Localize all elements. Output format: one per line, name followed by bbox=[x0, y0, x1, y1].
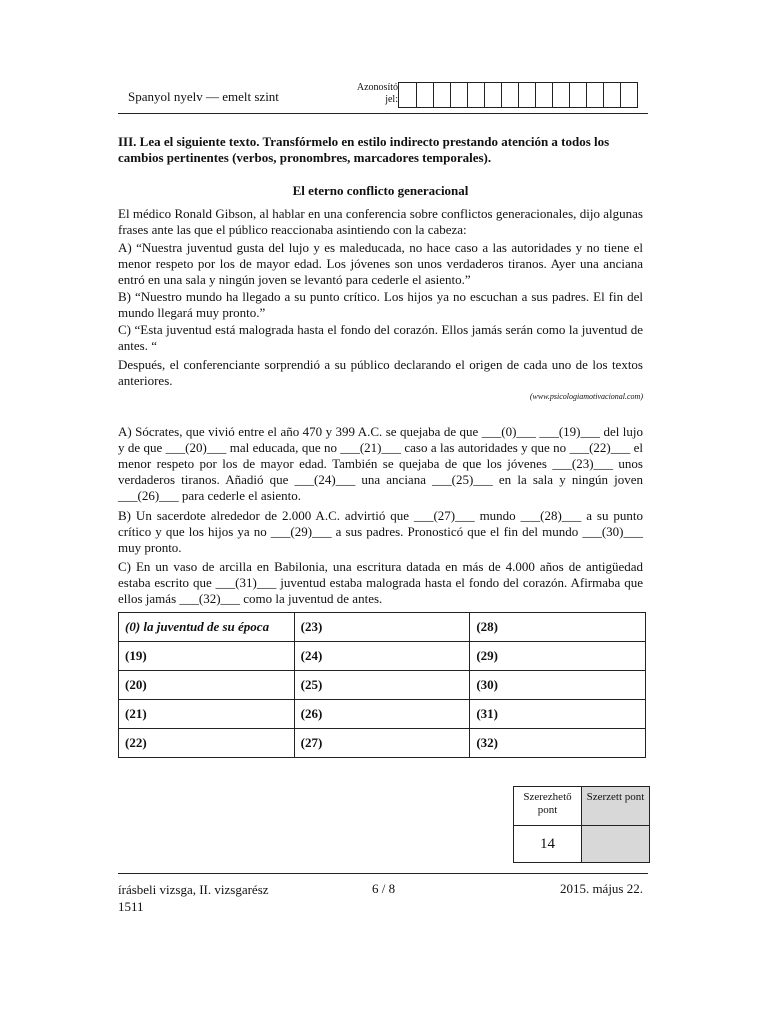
answer-table bbox=[118, 612, 646, 758]
id-box bbox=[416, 83, 433, 107]
subject-title: Spanyol nyelv — emelt szint bbox=[128, 89, 279, 104]
text-intro: El médico Ronald Gibson, al hablar en una conferencia sobre conflictos generacionales, dijo algunas frases ante las que el público reaccionaba asintiendo con la cabeza: bbox=[118, 206, 643, 237]
max-points-value: 14 bbox=[514, 826, 582, 863]
answer-cell[interactable]: (22) bbox=[119, 729, 295, 758]
id-box bbox=[535, 83, 552, 107]
id-box bbox=[518, 83, 535, 107]
earned-points-field[interactable] bbox=[582, 826, 650, 863]
answer-cell[interactable]: (29) bbox=[470, 642, 646, 671]
table-row bbox=[119, 729, 646, 758]
answer-cell[interactable]: (27) bbox=[294, 729, 470, 758]
id-label bbox=[340, 82, 398, 106]
id-box bbox=[620, 83, 637, 107]
text-title: El eterno conflicto generacional bbox=[292, 183, 469, 198]
id-box bbox=[433, 83, 450, 107]
table-row bbox=[119, 613, 646, 642]
footer-exam-info bbox=[118, 881, 269, 915]
quote-b: B) “Nuestro mundo ha llegado a su punto crítico. Los hijos ya no escuchan a sus padres. El fin del mundo llegará muy pronto.” bbox=[118, 289, 643, 320]
id-box bbox=[552, 83, 569, 107]
answer-cell[interactable]: (19) bbox=[119, 642, 295, 671]
max-points-label: Szerezhető pont bbox=[514, 787, 582, 826]
id-label-line1: Azonosító bbox=[356, 82, 398, 93]
footer-exam-part: írásbeli vizsga, II. vizsgarész bbox=[118, 882, 269, 897]
table-row bbox=[119, 700, 646, 729]
exercise-c: C) En un vaso de arcilla en Babilonia, una escritura datada en más de 4.000 años de antigüedad estaba escrito que ___(31)___ juventud estaba malograda hasta el fondo del corazón. Afirmaba que ellos jamás ___(32)___ como la juventud de antes. bbox=[118, 559, 643, 606]
score-box bbox=[513, 786, 650, 863]
quote-a: A) “Nuestra juventud gusta del lujo y es maleducada, no hace caso a las autoridades y no tiene el menor respeto por los de mayor edad. Los jóvenes son unos verdaderos tiranos. Ayer una anciana entró en una sala y ningún joven se levantó para cederle el asiento.” bbox=[118, 240, 643, 287]
id-box bbox=[484, 83, 501, 107]
id-box bbox=[467, 83, 484, 107]
footer-divider bbox=[118, 873, 648, 874]
answer-cell[interactable]: (25) bbox=[294, 671, 470, 700]
answer-cell[interactable]: (24) bbox=[294, 642, 470, 671]
id-box bbox=[501, 83, 518, 107]
id-box bbox=[603, 83, 620, 107]
header-divider bbox=[118, 113, 648, 114]
answer-cell[interactable]: (0) la juventud de su época bbox=[119, 613, 295, 642]
text-conclusion: Después, el conferenciante sorprendió a su público declarando el origen de cada uno de los textos anteriores. bbox=[118, 357, 643, 388]
answer-cell[interactable]: (26) bbox=[294, 700, 470, 729]
exercise-a: A) Sócrates, que vivió entre el año 470 y 399 A.C. se quejaba de que ___(0)___ ___(19)___ del lujo y de que ___(20)___ mal educada, que no ___(21)___ caso a las autoridades y que no ___(22)___ el menor respeto por los de mayor edad. También se quejaba de que los jóvenes ___(23)___ unos verdaderos tiranos. Añadió que ___(24)___ una anciana ___(25)___ en la sala y ningún joven ___(26)___ para cederle el asiento. bbox=[118, 424, 643, 503]
quote-c: C) “Esta juventud está malograda hasta el fondo del corazón. Ellos jamás serán como la juventud de antes. “ bbox=[118, 322, 643, 353]
earned-points-label: Szerzett pont bbox=[582, 787, 650, 826]
answer-cell[interactable]: (31) bbox=[470, 700, 646, 729]
table-row bbox=[119, 671, 646, 700]
answer-cell[interactable]: (23) bbox=[294, 613, 470, 642]
answer-cell[interactable]: (28) bbox=[470, 613, 646, 642]
answer-cell[interactable]: (20) bbox=[119, 671, 295, 700]
task-instructions: III. Lea el siguiente texto. Transfórmelo en estilo indirecto prestando atención a todos los cambios pertinentes (verbos, pronombres, marcadores temporales). bbox=[118, 134, 610, 165]
exam-date: 2015. május 22. bbox=[559, 881, 643, 896]
exercise-b: B) Un sacerdote alrededor de 2.000 A.C. advirtió que ___(27)___ mundo ___(28)___ a su punto crítico y que los hijos ya no ___(29)___ a sus padres. Pronosticó que el fin del mundo ___(30)___ muy pronto. bbox=[118, 508, 643, 555]
id-code-boxes bbox=[398, 82, 638, 108]
page-number: 6 / 8 bbox=[372, 881, 396, 896]
answer-cell[interactable]: (21) bbox=[119, 700, 295, 729]
source-citation: (www.psicologiamotivacional.com) bbox=[529, 392, 643, 401]
id-box bbox=[450, 83, 467, 107]
footer-exam-code: 1511 bbox=[118, 899, 144, 914]
answer-cell[interactable]: (30) bbox=[470, 671, 646, 700]
id-box bbox=[569, 83, 586, 107]
id-box bbox=[399, 83, 416, 107]
answer-cell[interactable]: (32) bbox=[470, 729, 646, 758]
id-label-line2: jel: bbox=[385, 94, 398, 105]
id-box bbox=[586, 83, 603, 107]
table-row bbox=[119, 642, 646, 671]
